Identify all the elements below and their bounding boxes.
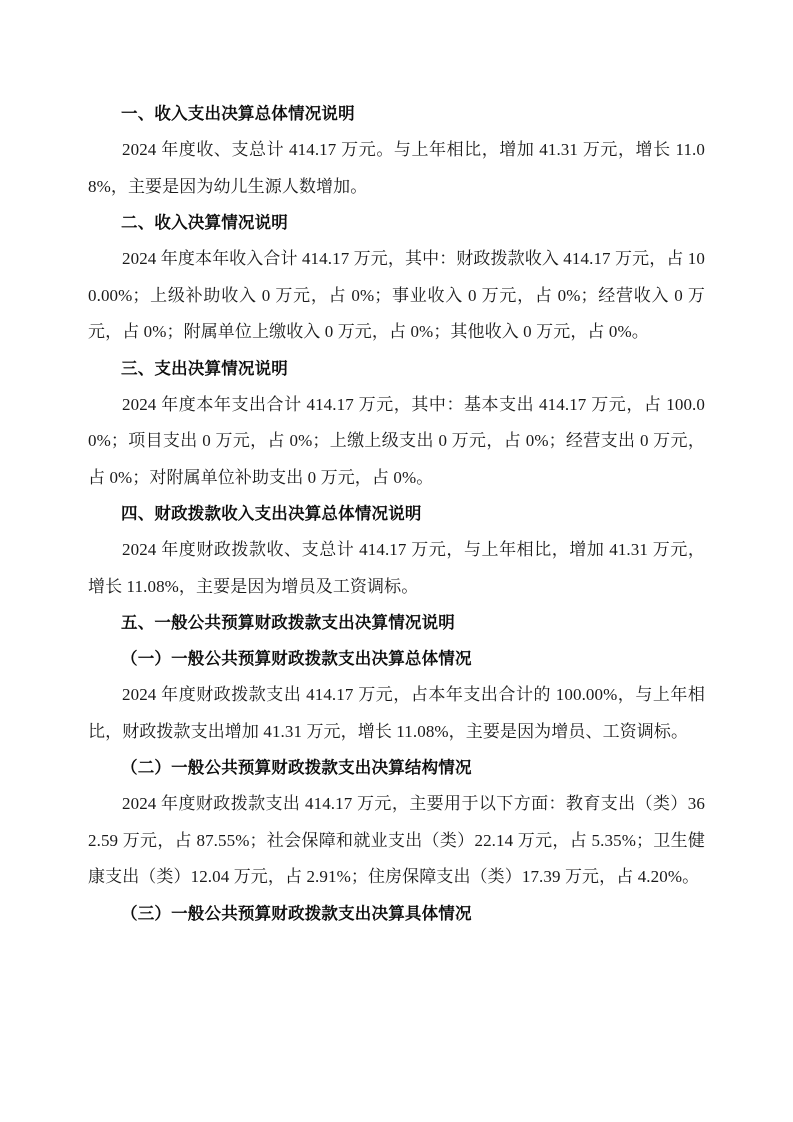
section-paragraph-5-2: 2024 年度财政拨款支出 414.17 万元，主要用于以下方面：教育支出（类）362.59 万元，占 87.55%；社会保障和就业支出（类）22.14 万元，占 5.35%；卫生健康支出（类）12.04 万元，占 2.91%；住房保障支出（类）17.39 万元，占 4.20%。 [88,794,705,886]
section-paragraph-4: 2024 年度财政拨款收、支总计 414.17 万元，与上年相比，增加 41.31 万元，增长 11.08%，主要是因为增员及工资调标。 [88,540,705,596]
section-heading-1: 一、收入支出决算总体情况说明 [121,104,355,123]
section-paragraph-3: 2024 年度本年支出合计 414.17 万元，其中：基本支出 414.17 万元，占 100.00%；项目支出 0 万元，占 0%；上缴上级支出 0 万元，占 0%；经营支出 0 万元，占 0%；对附属单位补助支出 0 万元，占 0%。 [88,394,705,487]
section-subheading-5-1: （一）一般公共预算财政拨款支出决算总体情况 [121,649,472,668]
section-heading-2: 二、收入决算情况说明 [121,213,288,232]
section-paragraph-5-1: 2024 年度财政拨款支出 414.17 万元，占本年支出合计的 100.00%，与上年相比，财政拨款支出增加 41.31 万元，增长 11.08%，主要是因为增员、工资调标。 [88,685,705,741]
section-paragraph-1: 2024 年度收、支总计 414.17 万元。与上年相比，增加 41.31 万元，增长 11.08%，主要是因为幼儿生源人数增加。 [88,140,705,196]
section-subheading-5-2: （二）一般公共预算财政拨款支出决算结构情况 [121,758,472,777]
document-body [88,96,705,932]
section-heading-4: 四、财政拨款收入支出决算总体情况说明 [121,504,422,523]
section-heading-5: 五、一般公共预算财政拨款支出决算情况说明 [121,613,455,632]
section-paragraph-2: 2024 年度本年收入合计 414.17 万元，其中：财政拨款收入 414.17 万元，占 100.00%；上级补助收入 0 万元，占 0%；事业收入 0 万元，占 0%；经营收入 0 万元，占 0%；附属单位上缴收入 0 万元，占 0%；其他收入 0 万元，占 0%。 [88,249,705,341]
section-subheading-5-3: （三）一般公共预算财政拨款支出决算具体情况 [121,903,472,923]
section-heading-3: 三、支出决算情况说明 [121,358,288,378]
